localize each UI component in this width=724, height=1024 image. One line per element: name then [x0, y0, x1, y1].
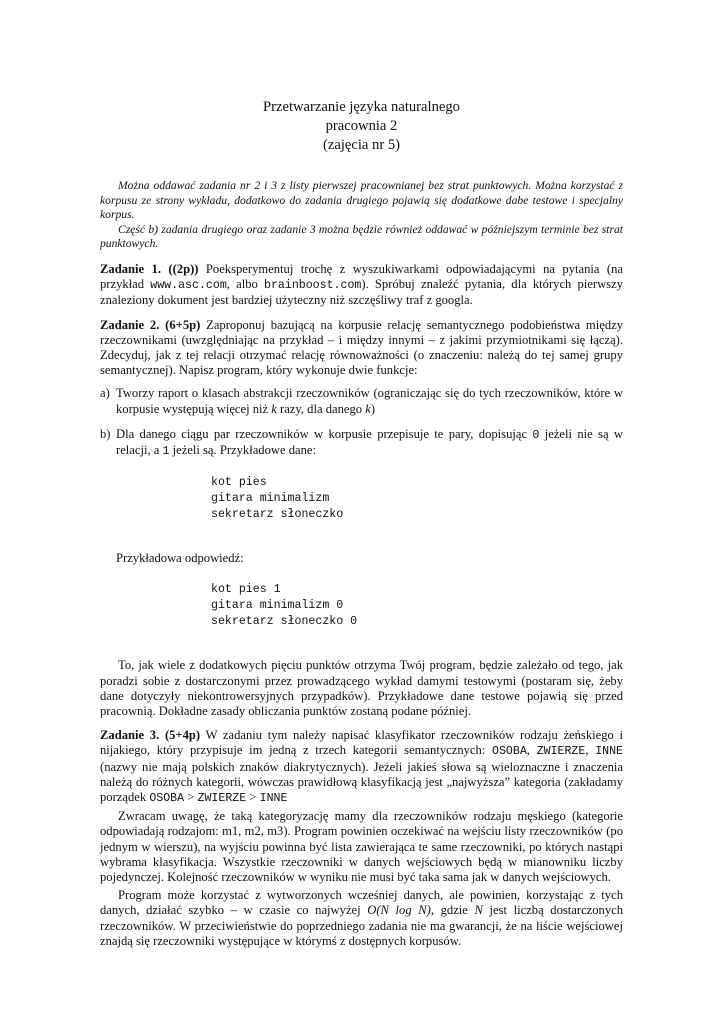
item-b-text: [116, 427, 623, 459]
task-2-label: Zadanie 2.: [100, 317, 160, 332]
task-3-text-b: (nazwy nie mają polskich znaków diakrytycznych). Jeżeli jakieś słowa są wieloznaczne i znaczenia należą do różnych kategorii, wówczas prawidłową klasyfikacją jest „najwyższa” kategoria (zakładamy porządek: [100, 759, 623, 805]
input-line: gitara minimalizm: [211, 492, 330, 506]
task-1: [100, 262, 623, 309]
url-asc: www.asc.com: [150, 279, 227, 293]
task-3-p3-c: jest liczbą dostarczonych rzeczowników. W przeciwieństwie do poprzedniego zadania nie ma gwarancji, że na liście wejściowej znajdą się rzeczowniki występujące w którymś z dostępnych korpusów.: [100, 903, 624, 948]
item-b-part3: jeżeli są. Przykładowe dane:: [169, 443, 316, 457]
task-2-points: (6+5p): [165, 317, 201, 332]
task-1-text-b: , albo: [226, 277, 264, 292]
category-inne: INNE: [595, 745, 624, 759]
category-osoba: OSOBA: [492, 745, 527, 759]
sep: ,: [526, 743, 537, 758]
item-b-part2: jeżeli nie są w relacji, a: [116, 426, 623, 457]
task-1-text-c: ). Spróbuj znaleźć pytania, dla których pierwszy znaleziony dokument jest bardziej użyteczny niż szczęśliwy traf z googla.: [100, 277, 623, 308]
var-k-2: k: [365, 401, 371, 416]
example-input: [211, 475, 623, 523]
order-zwierze: ZWIERZE: [197, 792, 247, 806]
input-line: sekretarz słoneczko: [211, 508, 344, 522]
task-1-text: Poeksperymentuj trochę z wyszukiwarkami odpowiadającymi na pytania (na przykład: [100, 261, 623, 292]
task-3-paragraph-2: Zwracam uwagę, że taką kategoryzację mamy dla rzeczowników rodzaju męskiego (kategorie odpowiadają rodzajom: m1, m2, m3). Program powinien oczekiwać na wejściu listy rzeczowników (po jednym w wierszu), na wyjściu powinna być lista zawierająca te same rzeczowniki, po których nastąpi wybrama klasyfikacja. Wszystkie rzeczowniki w danych wejściowych będą w mianowniku liczby pojedynczej. Kolejność rzeczowników w wyniku nie musi być taka sama jak w danych wejściowych.: [100, 809, 623, 885]
session-number: (zajęcia nr 5): [323, 137, 400, 153]
task-2-item-a: [100, 386, 623, 416]
output-line: kot pies 1: [211, 583, 281, 597]
task-3-points: (5+4p): [164, 728, 201, 743]
example-output: [211, 582, 623, 630]
lab-number: pracownia 2: [325, 118, 398, 134]
document-page: [100, 98, 623, 949]
output-line: gitara minimalizm 0: [211, 599, 344, 613]
category-zwierze: ZWIERZE: [536, 745, 586, 759]
url-brainboost: brainboost.com: [263, 279, 362, 293]
var-k: k: [271, 401, 277, 416]
task-3-p3-b: , gdzie: [430, 903, 475, 918]
item-a-marker: a): [100, 386, 110, 401]
item-a-part1: Tworzy raport o klasach abstrakcji rzeczowników (ograniczając się do tych rzeczowników, które w korpusie występują więcej niż: [116, 386, 623, 416]
sep: ,: [585, 743, 596, 758]
task-2-intro-text: Zaproponuj bazującą na korpusie relację semantycznego podobieństwa między rzeczownikami (uwzględniając na przykład – i między innymi – z jakimi przymiotnikami się łączą). Zdecyduj, jak z tej relacji otrzymać relację równoważności (o znaczeniu: należą do tej samej grupy semantycznej). Napisz program, który wykonuje dwie funkcje:: [100, 317, 623, 378]
task-2-intro: [100, 318, 623, 379]
item-a-part3: ): [370, 401, 376, 416]
answer-label: Przykładowa odpowiedź:: [116, 551, 244, 566]
output-line: sekretarz słoneczko 0: [211, 615, 358, 629]
task-3-text-a: W zadaniu tym należy napisać klasyfikator rzeczowników rodzaju żeńskiego i nijakiego, który przypisuje im jedną z trzech kategorii semantycznych:: [100, 728, 624, 758]
order-inne: INNE: [259, 792, 288, 806]
course-name: Przetwarzanie języka naturalnego: [263, 99, 460, 115]
task-1-points: ((2p)): [168, 261, 199, 276]
task-2-closing: To, jak wiele z dodatkowych pięciu punktów otrzyma Twój program, będzie zależało od tego, jak poradzi sobie z dostarczonymi przez prowadzącego wykład damymi testowymi (postaram się, żeby dane dotyczyły niekontrowersyjnych przypadków). Przykładowe dane testowe pojawią się przed pracownią. Dokładne zasady obliczania punktów zostaną podane później.: [100, 658, 623, 719]
complexity: O(N log N): [367, 903, 431, 918]
input-line: kot pies: [211, 476, 267, 490]
note-paragraph-1: Można oddawać zadania nr 2 i 3 z listy pierwszej pracownianej bez strat punktowych. Można korzystać z korpusu ze strony wykładu, dodatkowo do zadania drugiego pojawią się dodatkowe dabe testowe i specjalny korpus.: [100, 179, 623, 222]
var-n: N: [474, 903, 483, 918]
task-3-paragraph-3: [100, 888, 623, 949]
task-2-item-b: [100, 427, 623, 459]
task-1-label: Zadanie 1.: [100, 261, 161, 276]
item-a-text: [116, 386, 623, 416]
code-zero: 0: [532, 428, 540, 442]
code-one: 1: [162, 445, 170, 458]
submission-note: [100, 179, 623, 252]
gt: >: [184, 790, 198, 805]
item-a-part2: razy, dla danego: [276, 401, 366, 416]
order-osoba: OSOBA: [149, 792, 185, 806]
note-paragraph-2: Część b) zadania drugiego oraz zadanie 3 można będzie również oddawać w późniejszym terminie bez strat punktowych.: [100, 222, 623, 251]
task-3-paragraph-1: [100, 728, 623, 806]
gt: >: [246, 790, 260, 805]
task-3-p3-a: Program może korzystać z wytworzonych wcześniej danych, ale powinien, korzystając z tych danych, działać szybko – w czasie co najwyżej: [100, 888, 623, 918]
item-b-marker: b): [100, 426, 111, 441]
document-title: [100, 98, 623, 155]
item-b-part1: Dla danego ciągu par rzeczowników w korpusie przepisuje te pary, dopisując: [116, 426, 533, 441]
task-3-label: Zadanie 3.: [100, 728, 160, 743]
